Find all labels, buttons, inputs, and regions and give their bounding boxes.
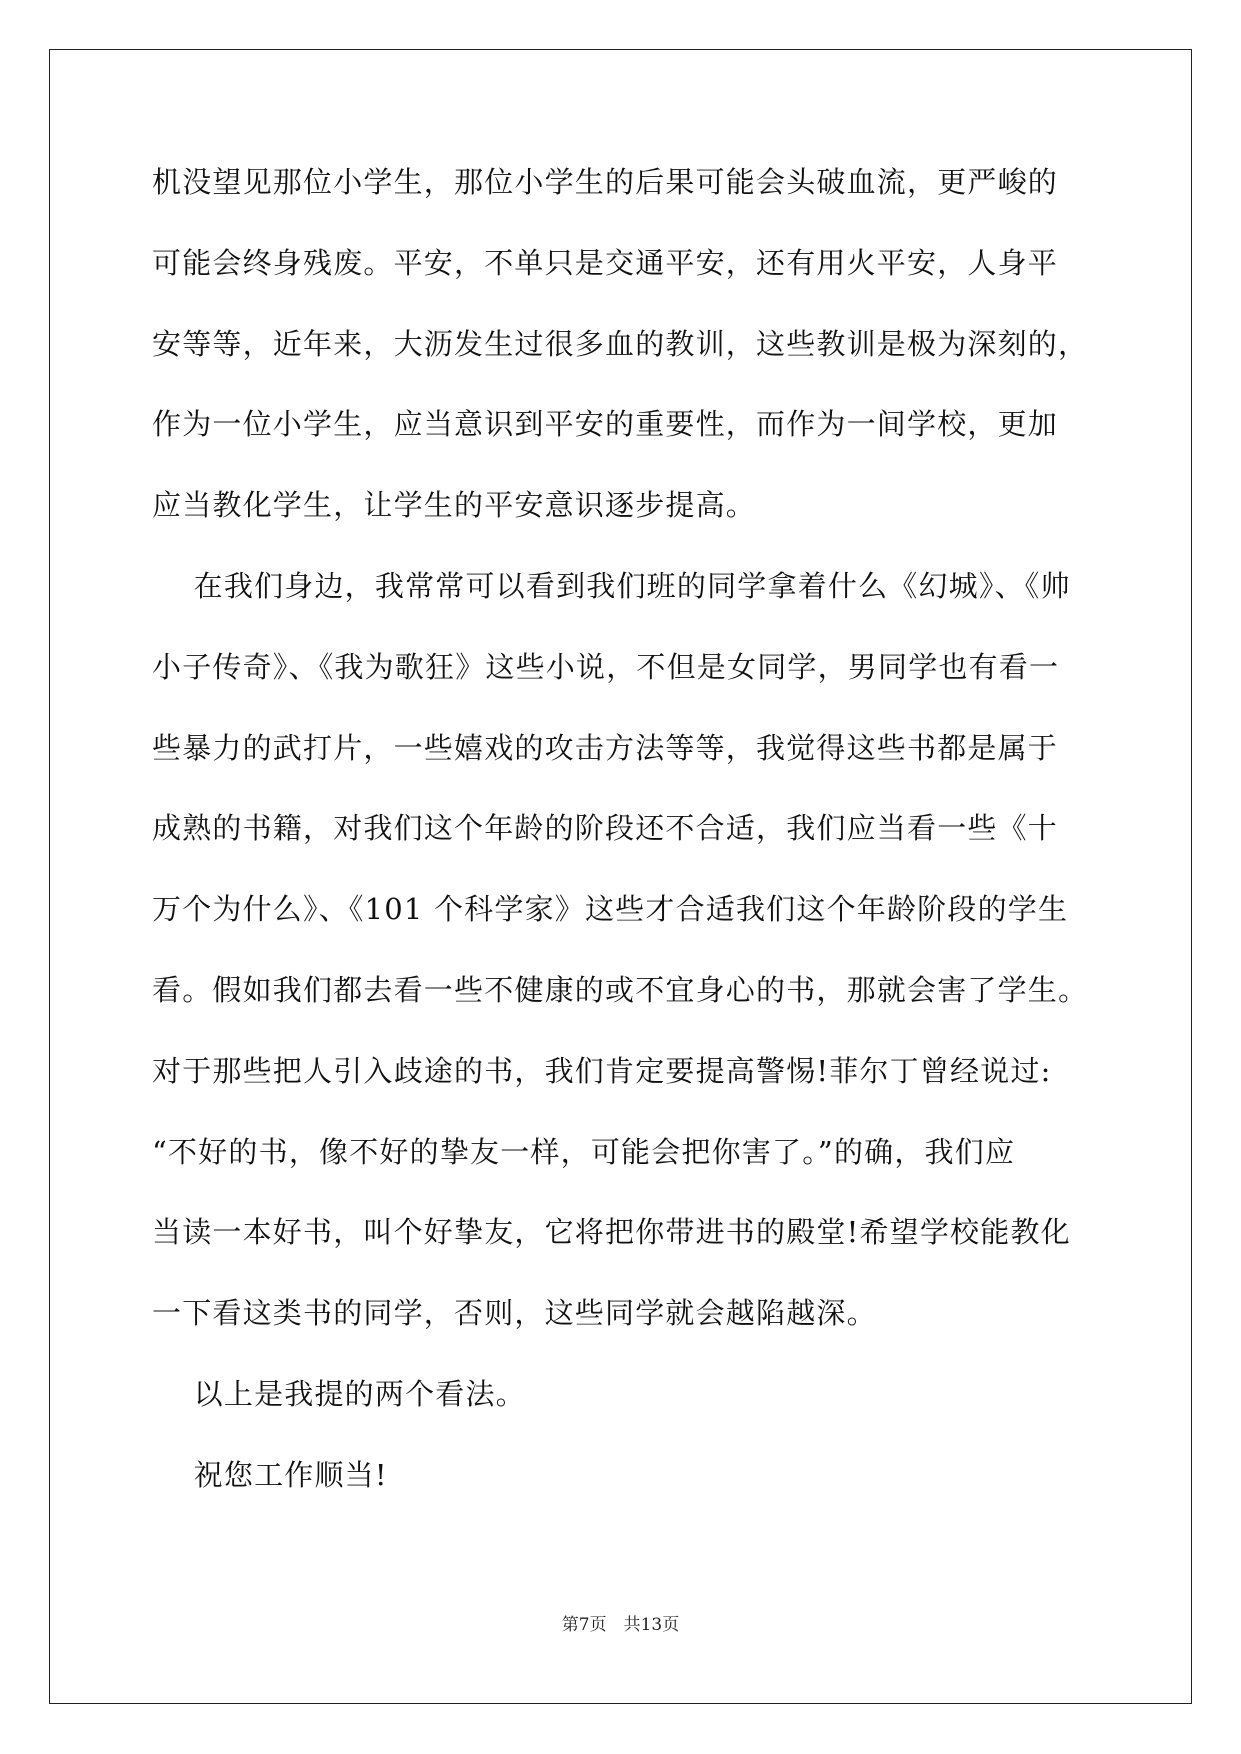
paragraph-start-line: 在我们身边，我常常可以看到我们班的同学拿着什么《幻城》、《帅: [152, 568, 1071, 603]
text-line: 作为一位小学生，应当意识到平安的重要性，而作为一间学校，更加: [152, 407, 1059, 442]
text-line: 小子传奇》、《我为歌狂》这些小说，不但是女同学，男同学也有看一: [152, 649, 1060, 684]
salutation-line: 祝您工作顺当!: [152, 1457, 388, 1492]
text-line: “不好的书，像不好的挚友一样，可能会把你害了。”的确，我们应: [152, 1134, 1016, 1169]
text-line: 安等等，近年来，大沥发生过很多血的教训，这些教训是极为深刻的，: [152, 326, 1089, 361]
text-line: 万个为什么》、《101 个科学家》这些才合适我们这个年龄阶段的学生: [152, 892, 1069, 927]
text-line: 一下看这类书的同学，否则，这些同学就会越陷越深。: [152, 1296, 877, 1331]
text-line: 看。假如我们都去看一些不健康的或不宜身心的书，那就会害了学生。: [152, 972, 1089, 1007]
page-number-footer: 第7页 共13页: [561, 1615, 680, 1635]
document-body: [152, 162, 1132, 1536]
text-line: 当读一本好书，叫个好挚友，它将把你带进书的殿堂!希望学校能教化: [152, 1215, 1071, 1250]
closing-line: 以上是我提的两个看法。: [152, 1376, 526, 1411]
text-line: 可能会终身残废。平安，不单只是交通平安，还有用火平安，人身平: [152, 245, 1059, 280]
text-line: 些暴力的武打片，一些嬉戏的攻击方法等等，我觉得这些书都是属于: [152, 730, 1059, 765]
text-line: 对于那些把人引入歧途的书，我们肯定要提高警惕!菲尔丁曾经说过:: [152, 1053, 1052, 1088]
text-line: 应当教化学生，让学生的平安意识逐步提高。: [152, 488, 757, 523]
text-line: 机没望见那位小学生，那位小学生的后果可能会头破血流，更严峻的: [152, 165, 1059, 199]
text-line: 成熟的书籍，对我们这个年龄的阶段还不合适，我们应当看一些《十: [152, 811, 1059, 846]
